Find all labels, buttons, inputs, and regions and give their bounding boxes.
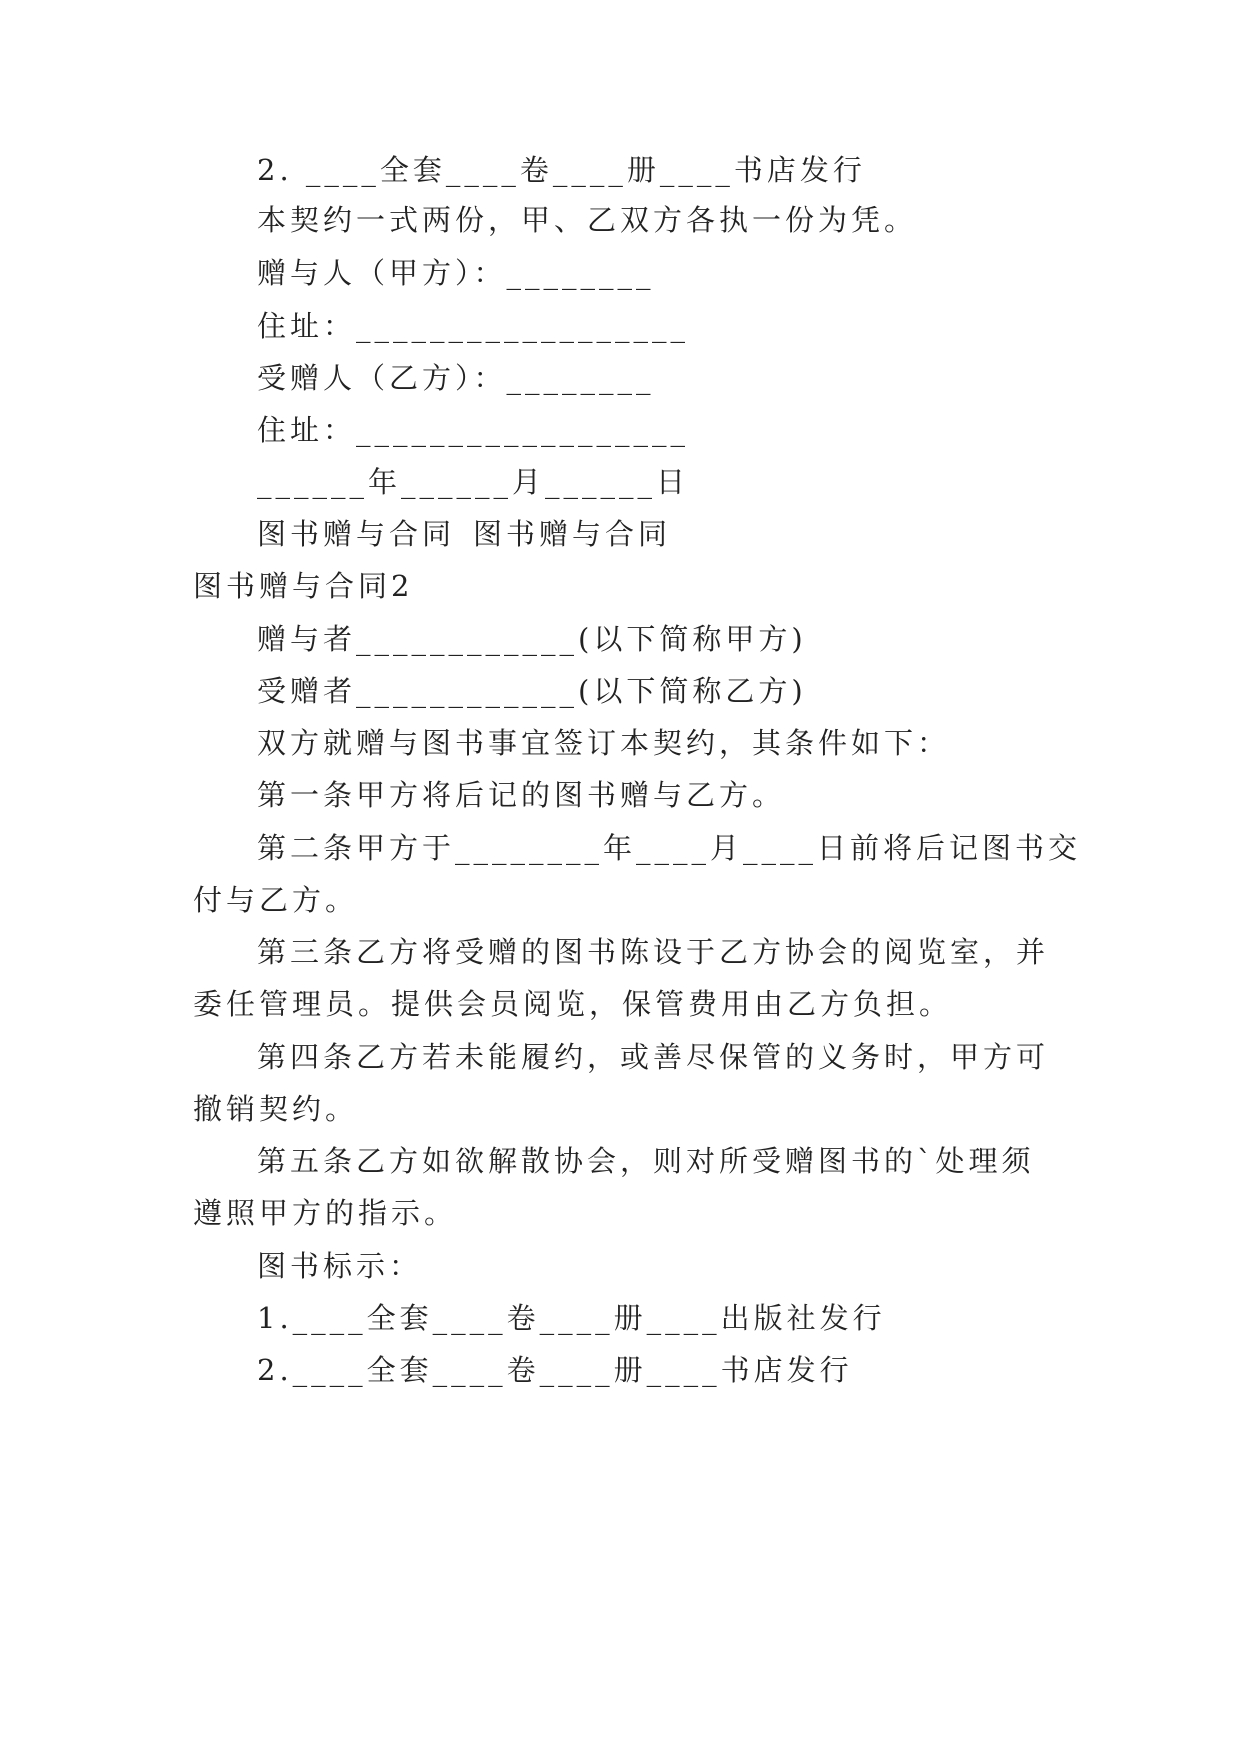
article-2-line-2: 付与乙方。 <box>193 883 359 917</box>
article-2-line-1: 第二条甲方于________年____月____日前将后记图书交 <box>257 831 1082 865</box>
intro-paragraph: 双方就赠与图书事宜签订本契约，其条件如下： <box>257 726 951 760</box>
recipient-address-line: 住址：__________________ <box>257 413 690 447</box>
article-3-line-1: 第三条乙方将受赠的图书陈设于乙方协会的阅览室，并 <box>257 935 1050 969</box>
donor-line: 赠与者____________(以下简称甲方) <box>257 622 807 656</box>
donor-signature-line: 赠与人（甲方）：________ <box>257 256 655 290</box>
book-item-2-top: 2. ____全套____卷____册____书店发行 <box>257 153 866 187</box>
article-5-line-1: 第五条乙方如欲解散协会，则对所受赠图书的`处理须 <box>257 1144 1035 1178</box>
article-5-line-2: 遵照甲方的指示。 <box>193 1196 458 1230</box>
donor-address-line: 住址：__________________ <box>257 309 690 343</box>
title-part-2: 图书赠与合同 <box>473 517 672 551</box>
title-part-1: 图书赠与合同 <box>257 517 456 551</box>
recipient-signature-line: 受赠人（乙方）：________ <box>257 361 655 395</box>
book-item-2: 2.____全套____卷____册____书店发行 <box>257 1353 853 1387</box>
book-item-1: 1.____全套____卷____册____出版社发行 <box>257 1301 886 1335</box>
section-heading: 图书赠与合同2 <box>193 569 414 603</box>
copies-clause: 本契约一式两份，甲、乙双方各执一份为凭。 <box>257 203 918 237</box>
document-title-repeat <box>257 514 1137 554</box>
article-4-line-2: 撤销契约。 <box>193 1092 359 1126</box>
article-4-line-1: 第四条乙方若未能履约，或善尽保管的义务时，甲方可 <box>257 1040 1050 1074</box>
book-listing-heading: 图书标示： <box>257 1249 423 1283</box>
article-1: 第一条甲方将后记的图书赠与乙方。 <box>257 778 786 812</box>
recipient-line: 受赠者____________(以下简称乙方) <box>257 674 807 708</box>
date-line: ______年______月______日 <box>257 465 690 499</box>
article-3-line-2: 委任管理员。提供会员阅览，保管费用由乙方负担。 <box>193 987 953 1021</box>
